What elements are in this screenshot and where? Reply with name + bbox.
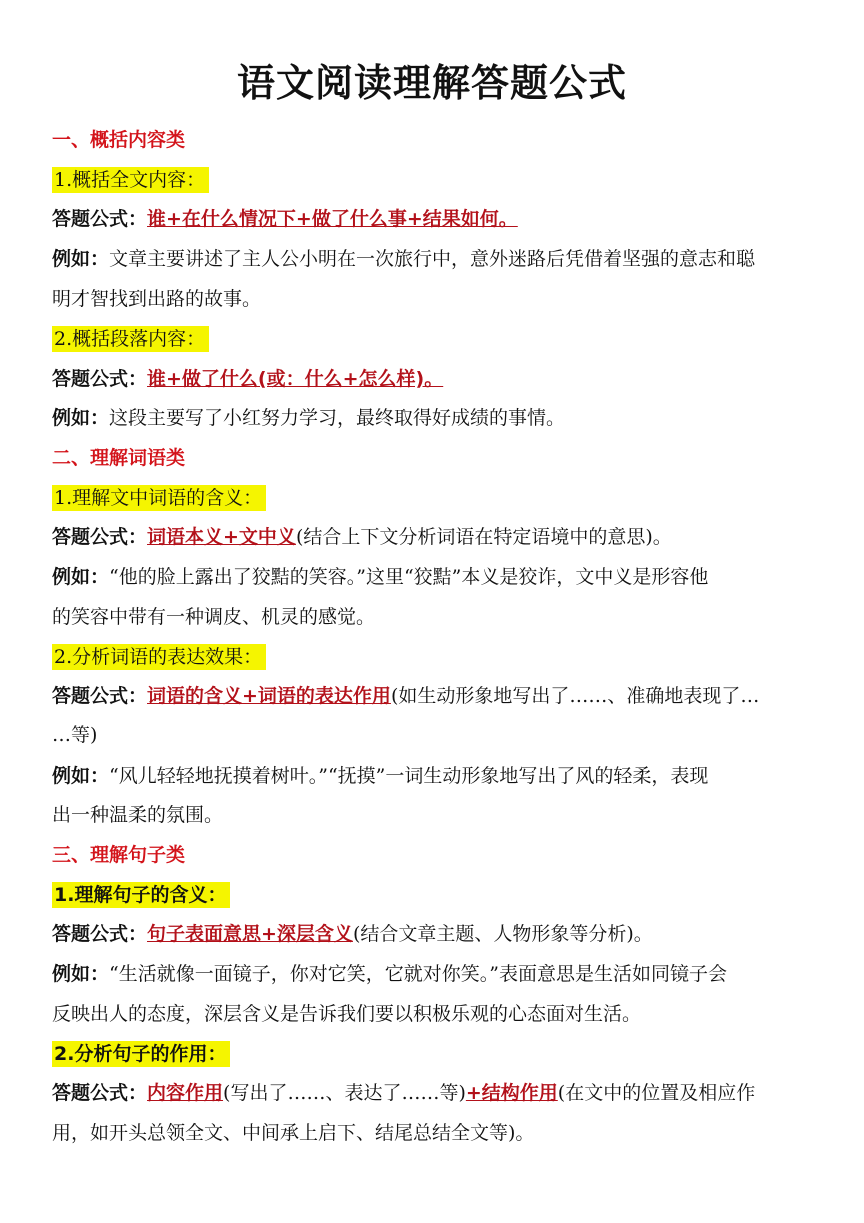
example-text: 这段主要写了小红努力学习，最终取得好成绩的事情。	[109, 407, 566, 429]
formula-text: 词语的含义+词语的表达作用	[147, 685, 391, 707]
example-row	[52, 239, 817, 279]
example-text-continued: 的笑容中带有一种调皮、机灵的感觉。	[52, 606, 376, 628]
item-label-row	[52, 160, 817, 200]
item-label-row	[52, 1034, 817, 1074]
example-row	[52, 557, 817, 597]
formula-label: 答题公式：	[52, 923, 148, 945]
formula-note-continued: …等)	[52, 724, 98, 746]
formula-label: 答题公式：	[52, 208, 148, 230]
item-label-row	[52, 319, 817, 359]
example-text-continued: 反映出人的态度，深层含义是告诉我们要以积极乐观的心态面对生活。	[52, 1003, 642, 1025]
formula-row	[52, 914, 817, 954]
formula-row	[52, 199, 817, 239]
formula-note-continued: 用，如开头总领全文、中间承上启下、结尾总结全文等)。	[52, 1122, 535, 1144]
formula-row	[52, 359, 817, 399]
formula-label: 答题公式：	[52, 526, 148, 548]
formula-row	[52, 517, 817, 557]
example-label: 例如：	[52, 765, 110, 787]
example-text-continued: 出一种温柔的氛围。	[52, 804, 224, 826]
section-heading-1: 一、概括内容类	[52, 129, 186, 151]
example-label: 例如：	[52, 407, 110, 429]
item-label-row	[52, 637, 817, 677]
formula-text: 句子表面意思+深层含义	[147, 923, 353, 945]
example-row	[52, 398, 817, 438]
formula-label: 答题公式：	[52, 685, 148, 707]
page-title: 语文阅读理解答题公式	[236, 60, 627, 105]
formula-text: 谁+做了什么(或：什么+怎么样)。	[147, 368, 444, 390]
example-row	[52, 756, 817, 796]
section-heading-3: 三、理解句子类	[52, 844, 186, 866]
formula-note: (结合文章主题、人物形象等分析)。	[352, 923, 653, 945]
example-text-continued: 明才智找到出路的故事。	[52, 288, 262, 310]
formula-text: 谁+在什么情况下+做了什么事+结果如何。	[147, 208, 518, 230]
section-heading-2: 二、理解词语类	[52, 447, 186, 469]
item-label-highlight: 2.概括段落内容：	[52, 326, 209, 352]
item-label-row	[52, 875, 817, 915]
formula-text: 内容作用	[147, 1082, 224, 1104]
example-text: “风儿轻轻地抚摸着树叶。”“抚摸”一词生动形象地写出了风的轻柔，表现	[109, 765, 709, 787]
formula-label: 答题公式：	[52, 368, 148, 390]
example-text: “他的脸上露出了狡黠的笑容。”这里“狡黠”本义是狡诈，文中义是形容他	[109, 566, 709, 588]
example-label: 例如：	[52, 566, 110, 588]
formula-row	[52, 676, 817, 716]
item-label-row	[52, 478, 817, 518]
example-row	[52, 954, 817, 994]
example-label: 例如：	[52, 963, 110, 985]
formula-text: 词语本义+文中义	[147, 526, 296, 548]
item-label-highlight: 1.概括全文内容：	[52, 167, 209, 193]
item-label-highlight: 1.理解文中词语的含义：	[52, 485, 266, 511]
example-text: 文章主要讲述了主人公小明在一次旅行中，意外迷路后凭借着坚强的意志和聪	[109, 248, 756, 270]
item-label-highlight: 2.分析词语的表达效果：	[52, 644, 266, 670]
formula-label: 答题公式：	[52, 1082, 148, 1104]
item-label-highlight: 1.理解句子的含义：	[52, 882, 230, 908]
formula-note: (如生动形象地写出了……、准确地表现了…	[390, 685, 760, 707]
example-label: 例如：	[52, 248, 110, 270]
formula-text: +结构作用	[465, 1082, 558, 1104]
formula-note: (在文中的位置及相应作	[557, 1082, 756, 1104]
formula-note: (写出了……、表达了……等)	[223, 1082, 466, 1104]
item-label-highlight: 2.分析句子的作用：	[52, 1041, 230, 1067]
formula-row	[52, 1073, 817, 1113]
example-text: “生活就像一面镜子，你对它笑，它就对你笑。”表面意思是生活如同镜子会	[109, 963, 727, 985]
formula-note: (结合上下文分析词语在特定语境中的意思)。	[295, 526, 672, 548]
